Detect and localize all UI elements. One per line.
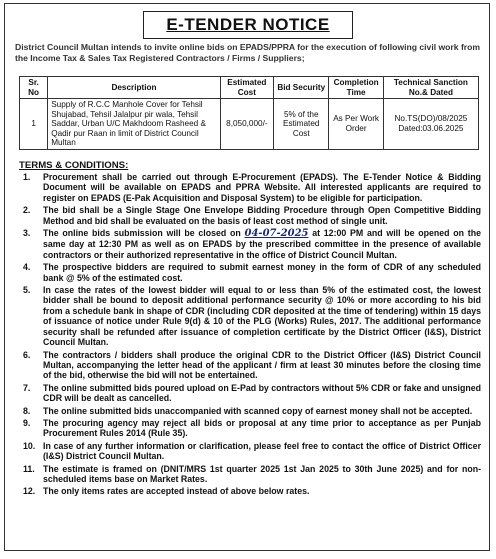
term-text: The prospective bidders are required to submit earnest money in the form of CDR of any scheduled bank @ 5% of the estimated cost. [43,262,481,283]
header-estimated-cost: Estimated Cost [220,77,273,99]
cell-description: Supply of R.C.C Manhole Cover for Tehsil Shujabad, Tehsil Jalalpur pir wala, Tehsil Saddar, Urban U/C Makhdoom Rasheed & Qadir pur Raan in limit of District Council Multan [48,99,221,150]
list-item [19,383,481,404]
intro-paragraph: District Council Multan intends to invite online bids on EPADS/PPRA for the execution of following civil work from the Income Tax & Sales Tax Registered Contractors / Firms / Suppliers; [15,42,481,63]
list-item [19,418,481,439]
term-number: 10. [23,440,36,451]
term-number: 6. [23,349,31,360]
terms-heading: TERMS & CONDITIONS: [19,160,129,171]
term-text: The estimate is framed on (DNIT/MRS 1st quarter 2025 1st Jan 2025 to 30th June 2025) and for non-scheduled items base on Market Rates. [43,463,481,484]
header-description: Description [48,77,221,99]
table-header-row [20,77,479,99]
term-number: 4. [23,262,31,273]
term-number: 3. [23,228,31,239]
term-number: 12. [23,486,36,497]
term-text: In case the rates of the lowest bidder will equal to or less than 5% of the estimated cost, the lowest bidder shall be bound to deposit additional performance security @ 10% or more according to his bid from a schedule bank in shape of CDR (including CDR deposited at the time of tendering) within 15 days of issuance of notice under Rule 9(d) & 10 of the PLG (Works) Rules, 2017. The additional performance security shall be refunded after issuance of completion certificate by the District Officer (I&S), District Council Multan. [43,285,481,348]
term-number: 8. [23,405,31,416]
term-number: 11. [23,463,35,474]
list-item [19,406,481,416]
tender-table [19,76,479,150]
term-text: In case of any further information or clarification, please feel free to contact the office of District Officer (I&S) District Council Multan. [43,440,481,462]
term-number: 9. [23,417,31,428]
cell-sr: 1 [20,99,48,150]
list-item [19,228,481,260]
term-text-after: at 12:00 PM and will be opened on the same day at 12:30 PM as well as on EPADS by the prescribed committee in the presence of available contractors or their authorized representative in the office of District Council Multan. [43,228,481,260]
header-completion-time: Completion Time [329,77,383,99]
handwritten-closing-date: 04-07-2025 [244,228,309,240]
header-sr-no: Sr. No [20,77,48,99]
list-item [19,262,481,283]
terms-list [19,172,481,499]
cell-completion-time: As Per Work Order [329,99,383,150]
term-text: Procurement shall be carried out through E-Procurement (EPADS). The E-Tender Notice & Bidding Document will be available on EPADS and PPRA Website. All interested applicants are required to register on EPADS (E-Pak Acquisition and Disposal System) to be eligible for participation. [43,172,481,203]
term-text: The only items rates are accepted instead of above below rates. [43,486,310,497]
list-item [19,285,481,347]
term-number: 2. [23,205,31,216]
tender-notice-page [4,3,490,551]
cell-bid-security: 5% of the Estimated Cost [274,99,329,150]
title-box [143,11,353,39]
term-text: The online submitted bids poured upload on E-Pad by contractors without 5% CDR or fake and unsigned CDR will be dealt as cancelled. [43,382,481,404]
list-item [19,205,481,226]
notice-title: E-TENDER NOTICE [166,15,330,34]
list-item [19,350,481,381]
list-item [19,172,481,203]
list-item [19,486,481,496]
term-text: The procuring agency may reject all bids or proposal at any time prior to acceptance as per Punjab Procurement Rules 2014 (Rule 35). [43,417,481,439]
list-item [19,441,481,462]
term-text: The online submitted bids unaccompanied with scanned copy of earnest money shall not be accepted. [43,405,473,416]
cell-estimated-cost: 8,050,000/- [220,99,273,150]
term-text: The bid shall be a Single Stage One Envelope Bidding Procedure through Open Competitive Bidding Method and bid shall be evaluated on the basis of least cost method of single unit. [43,205,481,226]
header-technical-sanction: Technical Sanction No.& Dated [383,77,478,99]
term-number: 1. [23,172,31,182]
cell-technical-sanction: No.TS(DO)/08/2025 Dated:03.06.2025 [383,99,478,150]
header-bid-security: Bid Security [274,77,329,99]
list-item [19,464,481,485]
term-text: The contractors / bidders shall produce the original CDR to the District Officer (I&S) District Council Multan, accompanying the letter head of the applicant / firm at least 30 minutes before the closing time of the bid, otherwise the bid will not be entertained. [43,349,481,381]
term-number: 7. [23,382,31,393]
table-row [20,99,479,150]
term-text-before: The online bids submission will be closed on [43,228,245,239]
term-number: 5. [23,285,31,296]
